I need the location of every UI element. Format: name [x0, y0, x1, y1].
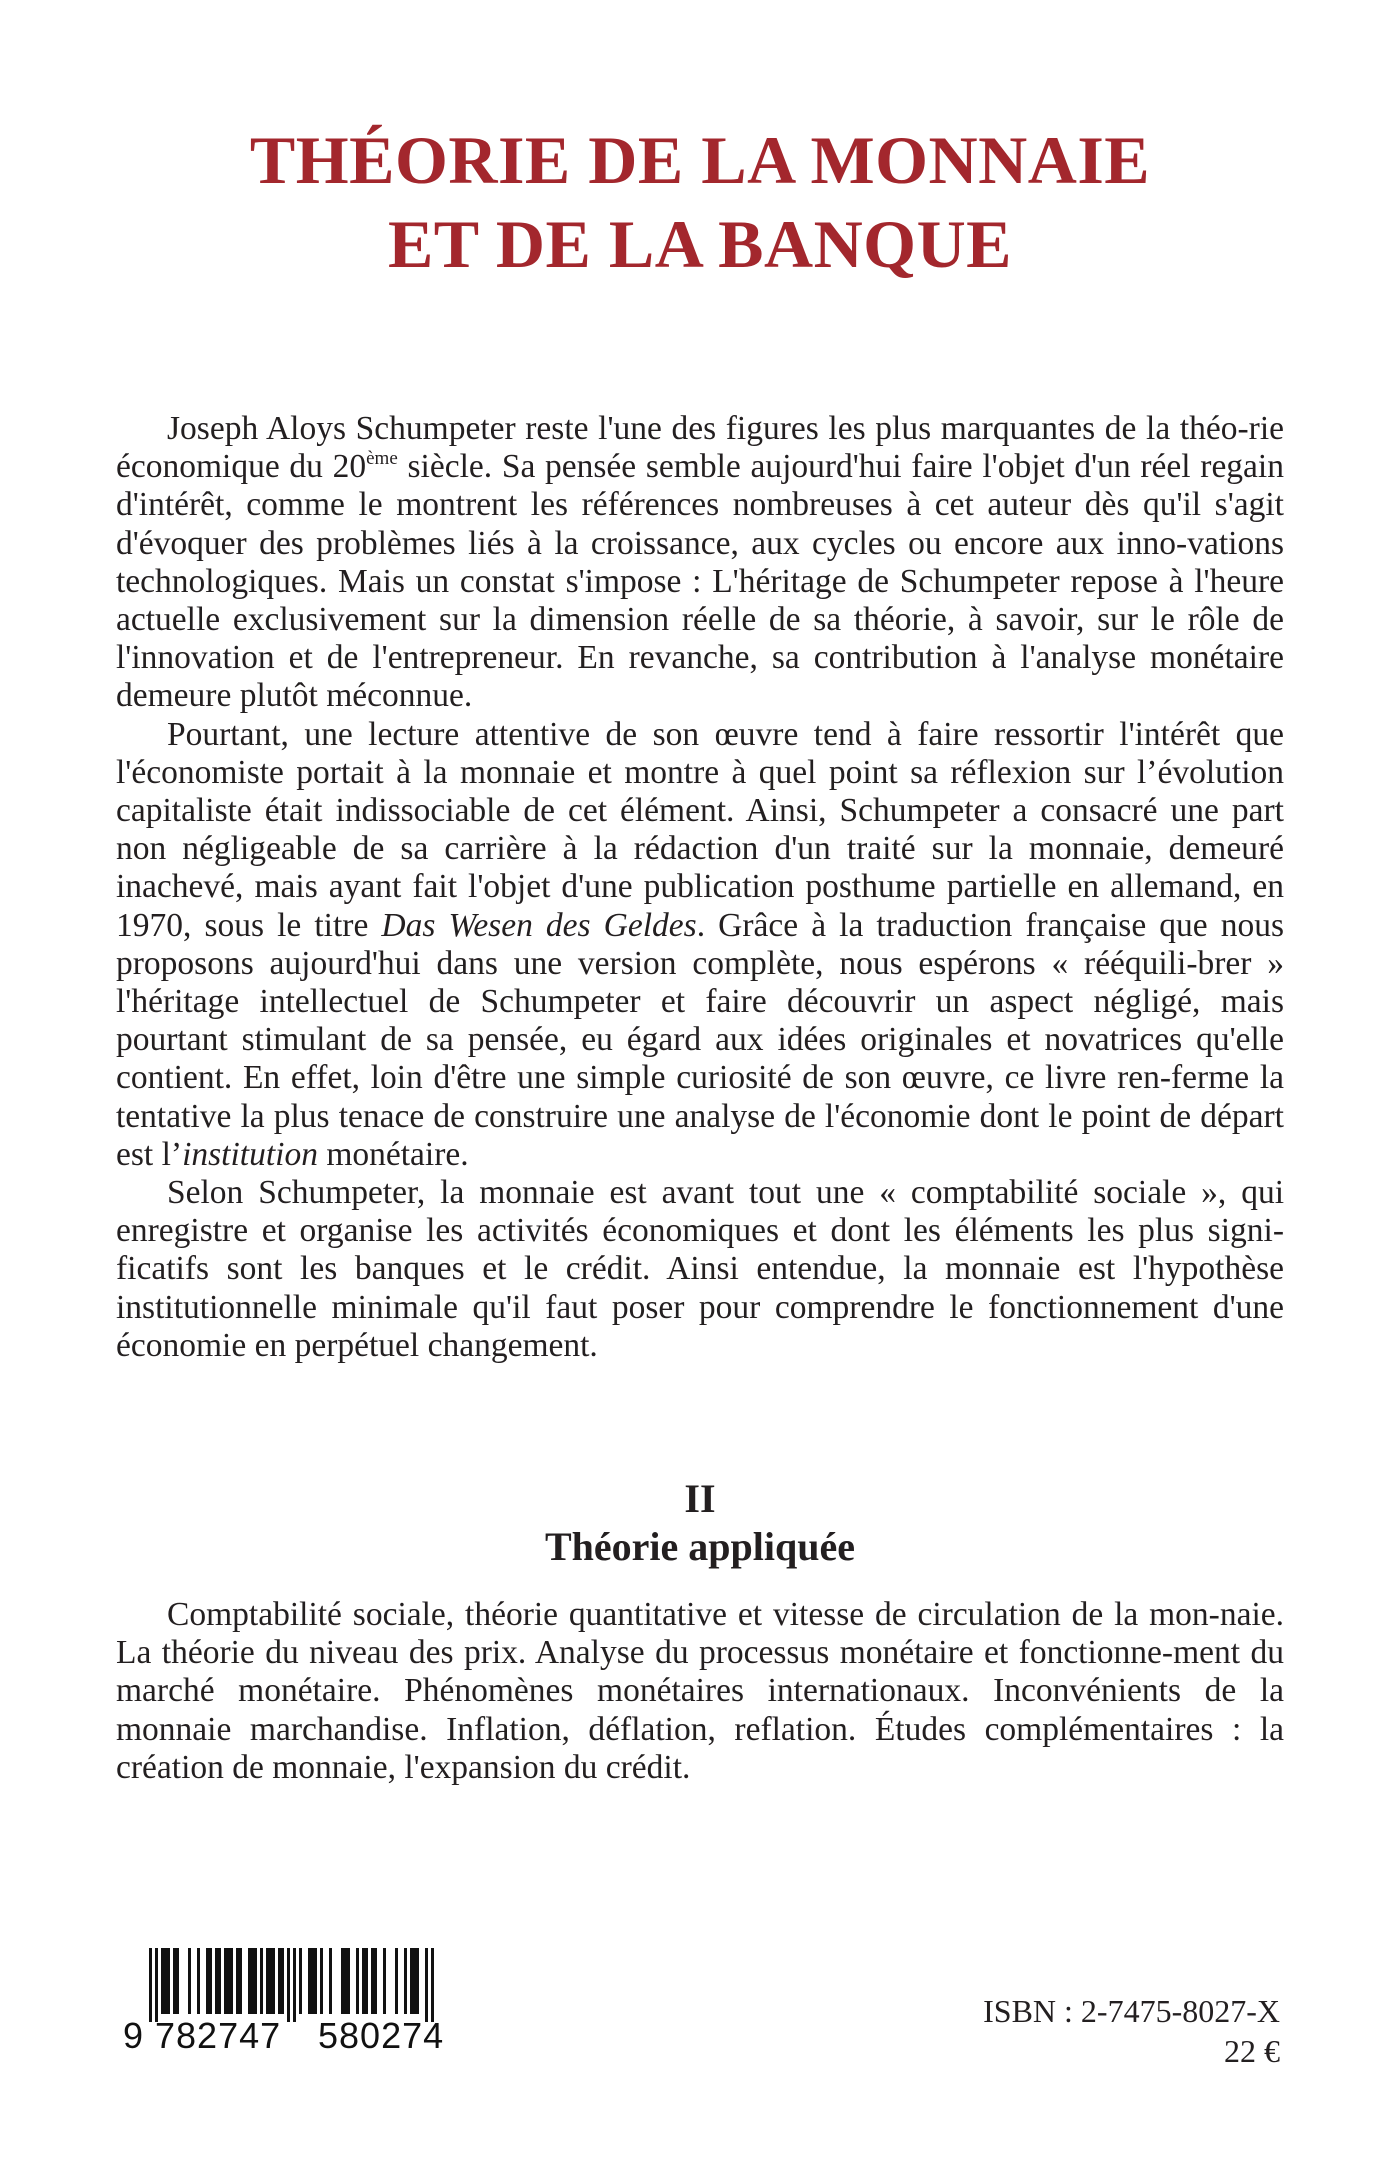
italic-institution: institution [182, 1135, 318, 1173]
barcode-bar [248, 1948, 251, 2014]
book-title [0, 118, 1400, 286]
part-number: II [684, 1476, 716, 1521]
barcode-bar [314, 1948, 317, 2014]
barcode-bar [251, 1948, 254, 2014]
barcode-bar [236, 1948, 239, 2014]
part-summary [116, 1596, 1284, 1787]
isbn: ISBN : 2-7475-8027-X [983, 1993, 1280, 2029]
barcode-bar [176, 1948, 179, 2014]
barcode-bar [320, 1948, 323, 2014]
barcode [125, 1946, 465, 2066]
barcode-bar [281, 1948, 284, 2014]
barcode-digit-first: 9 [123, 2015, 144, 2056]
barcode-bar [227, 1948, 230, 2014]
barcode-bar [299, 1948, 302, 2014]
barcode-bar [416, 1948, 419, 2014]
barcode-bar [383, 1948, 386, 2014]
barcode-bar [410, 1948, 413, 2014]
barcode-bar [224, 1948, 227, 2014]
part-heading [0, 1476, 1400, 1572]
part-summary-paragraph: Comptabilité sociale, théorie quantitative et vitesse de circulation de la mon-naie. La théorie du niveau des prix. Analyse du processus monétaire et fonctionne-ment du marché monétaire. Phénomènes monétaires internationaux. Inconvénients de la monnaie marchandise. Inflation, déflation, reflation. Études complémentaires : la création de monnaie, l'expansion du crédit. [116, 1596, 1284, 1786]
barcode-bar [254, 1948, 257, 2014]
barcode-bar [266, 1948, 269, 2014]
superscript-eme: ème [366, 448, 398, 470]
part-title: Théorie appliquée [544, 1524, 856, 1569]
barcode-bar [239, 1948, 242, 2014]
barcode-digits-left: 782747 [155, 2015, 282, 2056]
barcode-bar [356, 1948, 359, 2014]
barcode-bar [209, 1948, 212, 2014]
barcode-bar [362, 1948, 365, 2014]
book-title-line-1: THÉORIE DE LA MONNAIE [249, 122, 1151, 198]
barcode-bar [218, 1948, 221, 2014]
description-paragraph-3: Selon Schumpeter, la monnaie est avant tout une « comptabilité sociale », qui enregistre et organise les activités économiques et dont les éléments les plus signi-ficatifs sont les banques et le crédit. Ainsi entendue, la monnaie est l'hypothèse institutionnelle minimale qu'il faut poser pour comprendre le fonctionnement d'une économie en perpétuel changement. [116, 1174, 1284, 1364]
barcode-bar [230, 1948, 233, 2014]
barcode-digits [125, 2010, 465, 2062]
barcode-bar [164, 1948, 167, 2014]
barcode-bar [206, 1948, 209, 2014]
barcode-bar [272, 1948, 275, 2014]
barcode-digits-right: 580274 [318, 2015, 445, 2056]
barcode-bar [395, 1948, 398, 2014]
barcode-bar [308, 1948, 311, 2014]
barcode-bar [341, 1948, 344, 2014]
barcode-bar [347, 1948, 350, 2014]
barcode-bar [374, 1948, 377, 2014]
barcode-bar [260, 1948, 263, 2014]
barcode-bar [167, 1948, 170, 2014]
barcode-bar [269, 1948, 272, 2014]
barcode-bar [311, 1948, 314, 2014]
price: 22 € [1224, 2033, 1280, 2069]
barcode-bar [329, 1948, 332, 2014]
barcode-bar [413, 1948, 416, 2014]
barcode-bar [371, 1948, 374, 2014]
barcode-bar [197, 1948, 200, 2014]
barcode-bar [161, 1948, 164, 2014]
barcode-bar [215, 1948, 218, 2014]
barcode-bar [188, 1948, 191, 2014]
barcode-bar [278, 1948, 281, 2014]
description-paragraph-2: Pourtant, une lecture attentive de son œuvre tend à faire ressortir l'intérêt que l'économiste portait à la monnaie et montre à quel point sa réflexion sur l’évolution capitaliste était indissociable de cet élément. Ainsi, Schumpeter a consacré une part non négligeable de sa carrière à la rédaction d'un traité sur la monnaie, demeuré inachevé, mais ayant fait l'objet d'une publication posthume partielle en allemand, en 1970, sous le titre Das Wesen des Geldes. Grâce à la traduction française que nous proposons aujourd'hui dans une version complète, nous espérons « rééquili-brer » l'héritage intellectuel de Schumpeter et faire découvrir un aspect négligé, mais pourtant stimulant de sa pensée, eu égard aux idées originales et novatrices qu'elle contient. En effet, loin d'être une simple curiosité de son œuvre, ce livre ren-ferme la tentative la plus tenace de construire une analyse de l'économie dont le point de départ est l’institution monétaire. [116, 715, 1285, 1173]
description-paragraph-1: Joseph Aloys Schumpeter reste l'une des figures les plus marquantes de la théo-rie économique du 20ème siècle. Sa pensée semble aujourd'hui faire l'objet d'un réel regain d'intérêt, comme le montrent les références nombreuses à cet auteur dès qu'il s'agit d'évoquer des problèmes liés à la croissance, aux cycles ou encore aux inno-vations technologiques. Mais un constat s'impose : L'héritage de Schumpeter repose à l'heure actuelle exclusivement sur la dimension réelle de sa théorie, à savoir, sur le rôle de l'innovation et de l'entrepreneur. En revanche, sa contribution à l'analyse monétaire demeure plutôt méconnue. [116, 410, 1284, 715]
barcode-bar [173, 1948, 176, 2014]
barcode-bar [344, 1948, 347, 2014]
barcode-bar [404, 1948, 407, 2014]
book-title-line-2: ET DE LA BANQUE [387, 206, 1013, 282]
description-text [116, 410, 1284, 1365]
barcode-bar [365, 1948, 368, 2014]
italic-book-title: Das Wesen des Geldes [381, 906, 697, 944]
